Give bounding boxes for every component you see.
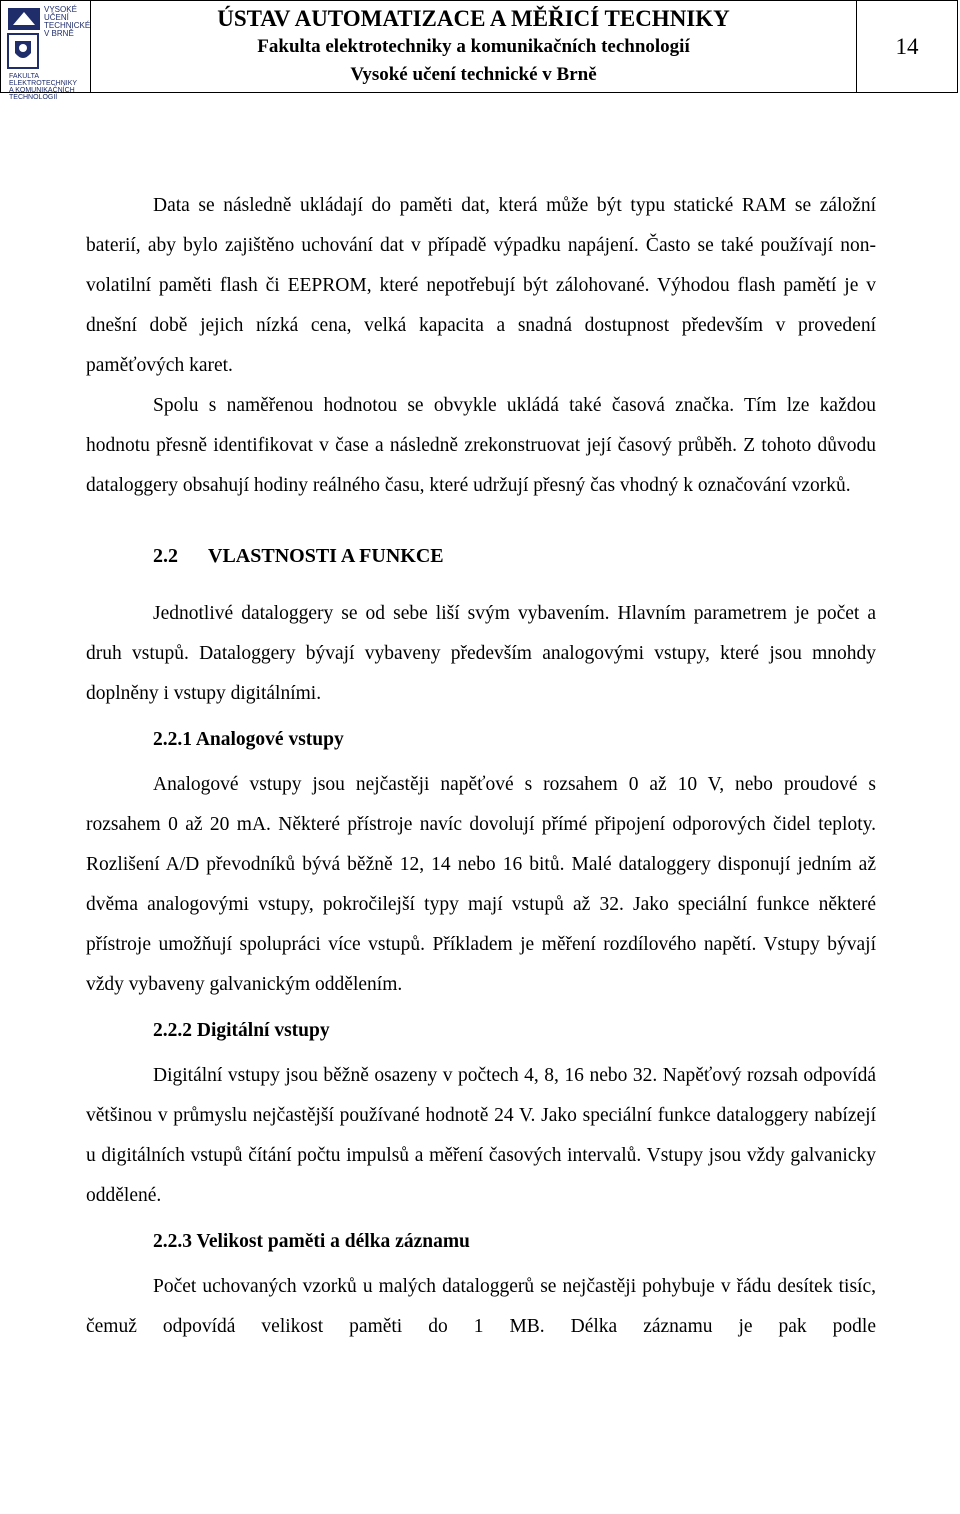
subsection-heading-analog (153, 720, 876, 760)
section-heading (153, 536, 876, 576)
university-emblem-icon (7, 7, 41, 31)
university-logo (1, 1, 91, 101)
faculty-name: Fakulta elektrotechniky a komunikačních technologií (257, 35, 690, 57)
paragraph-analog-inputs: Analogové vstupy jsou nejčastěji napěťové s rozsahem 0 až 10 V, nebo proudové s rozsahem 0 až 20 mA. Některé přístroje navíc dovolují přímé připojení odporových čidel teploty. Rozlišení A/D převodníků bývá běžně 12, 14 nebo 16 bitů. Malé dataloggery disponují jedním až dvěma analogovými vstupy, pokročilejší typy mají vstupů až 32. Jako speciální funkce některé přístroje umožňují spolupráci více vstupů. Příkladem je měření rozdílového napětí. Vstupy bývají vždy vybaveny galvanickým oddělením. (86, 774, 876, 995)
paragraph-data-storage: Data se následně ukládají do paměti dat, která může být typu statické RAM se záložní baterií, aby bylo zajištěno uchování dat v případě výpadku napájení. Často se také používají non-volatilní paměti flash či EEPROM, které nepotřebují být zálohované. Výhodou flash pamětí je v dnešní době jejich nízká cena, velká kapacita a snadná dostupnost především v provedení paměťových karet. (86, 195, 876, 376)
subsection-number: 2.2.3 (153, 1231, 192, 1252)
faculty-emblem-icon (7, 33, 39, 69)
subsection-title: Digitální vstupy (196, 1020, 330, 1041)
subsection-title: Velikost paměti a délka záznamu (196, 1231, 470, 1252)
subsection-heading-digital (153, 1011, 876, 1051)
institute-name: ÚSTAV AUTOMATIZACE A MĚŘICÍ TECHNIKY (217, 5, 730, 31)
logo-faculty-name: FAKULTA ELEKTROTECHNIKY A KOMUNIKAČNÍCH TECHNOLOGIÍ (9, 73, 78, 101)
logo-university-name: VYSOKÉ UČENÍ TECHNICKÉ V BRNĚ (44, 5, 91, 38)
university-name: Vysoké učení technické v Brně (350, 63, 597, 85)
subsection-heading-memory (153, 1222, 876, 1262)
paragraph-features: Jednotlivé dataloggery se od sebe liší svým vybavením. Hlavním parametrem je počet a druh vstupů. Dataloggery bývají vybaveny především analogovými vstupy, které jsou mnohdy doplněny i vstupy digitálními. (86, 603, 876, 704)
subsection-title: Analogové vstupy (195, 729, 344, 750)
section-number: 2.2 (153, 545, 178, 567)
header-title-block (91, 1, 857, 92)
paragraph-digital-inputs: Digitální vstupy jsou běžně osazeny v počtech 4, 8, 16 nebo 32. Napěťový rozsah odpovídá většinou v průmyslu nejčastější používané hodnotě 24 V. Jako speciální funkce dataloggery nabízejí u digitálních vstupů čítání počtu impulsů a měření časových intervalů. Vstupy jsou vždy galvanicky oddělené. (86, 1065, 876, 1206)
subsection-number: 2.2.2 (153, 1020, 192, 1041)
section-title: VLASTNOSTI A FUNKCE (208, 545, 444, 567)
subsection-number: 2.2.1 (153, 729, 192, 750)
document-body (86, 186, 876, 1347)
paragraph-memory-size: Počet uchovaných vzorků u malých dataloggerů se nejčastěji pohybuje v řádu desítek tisíc, čemuž odpovídá velikost paměti do 1 MB. Délka záznamu je pak podle (86, 1276, 876, 1337)
page-number: 14 (895, 33, 919, 59)
paragraph-timestamp: Spolu s naměřenou hodnotou se obvykle ukládá také časová značka. Tím lze každou hodnotu přesně identifikovat v čase a následně zrekonstruovat její časový průběh. Z tohoto důvodu dataloggery obsahují hodiny reálného času, které udržují přesný čas vhodný k označování vzorků. (86, 395, 876, 496)
page-header (0, 0, 958, 101)
